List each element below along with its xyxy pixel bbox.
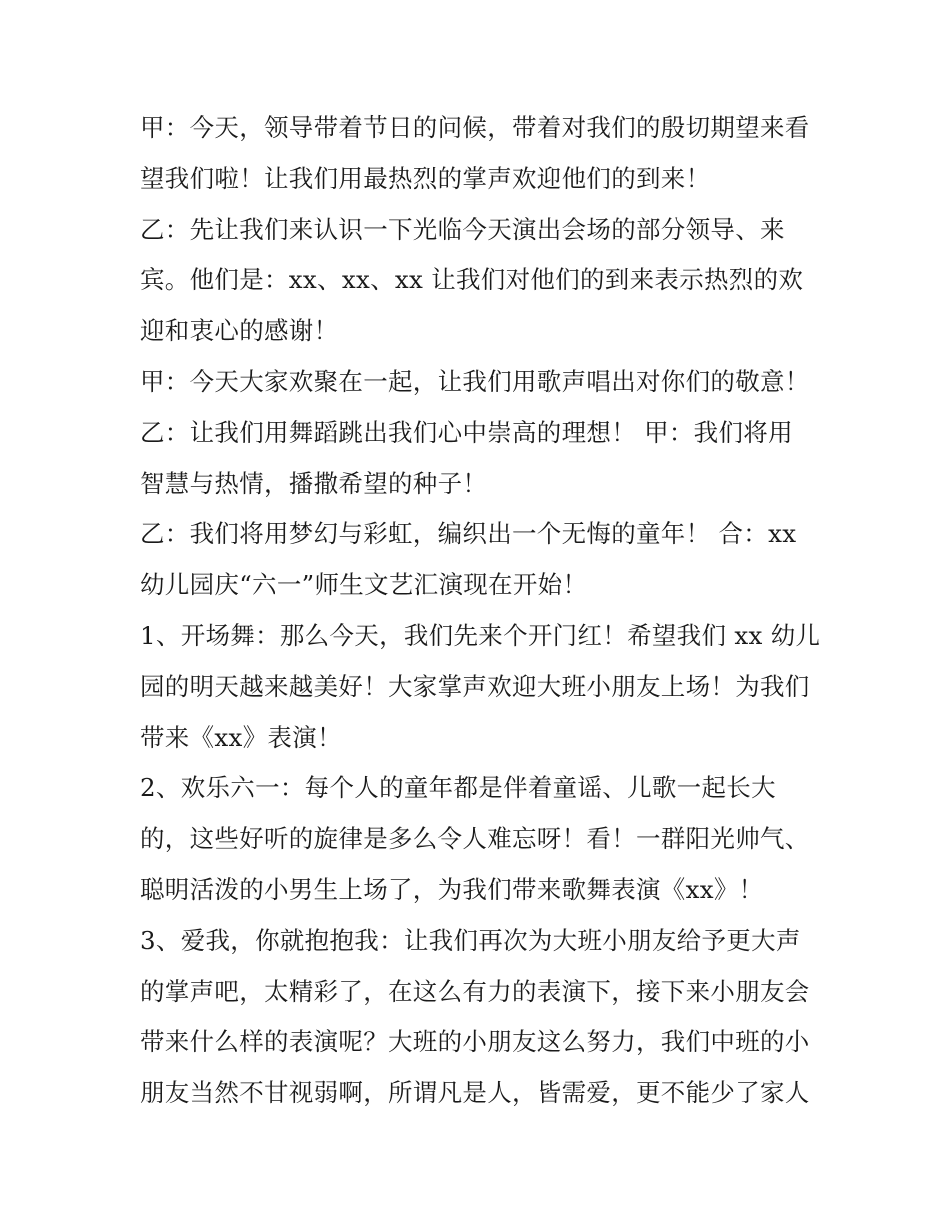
text-line: 幼儿园庆“六一”师生文艺汇演现在开始！ [140,570,588,600]
text-line: 2、欢乐六一：每个人的童年都是伴着童谣、儿歌一起长大 [140,773,776,803]
text-line: 的，这些好听的旋律是多么令人难忘呀！看！一群阳光帅气、 [140,824,810,854]
text-line: 甲：今天大家欢聚在一起，让我们用歌声唱出对你们的敬意！ [140,366,810,396]
text-line: 1、开场舞：那么今天，我们先来个开门红！希望我们 xx 幼儿 [140,620,821,650]
text-line: 朋友当然不甘视弱啊，所谓凡是人，皆需爱，更不能少了家人 [140,1078,810,1108]
text-line: 智慧与热情，播撒希望的种子！ [140,468,488,498]
text-line: 带来什么样的表演呢？大班的小朋友这么努力，我们中班的小 [140,1027,810,1057]
text-line: 甲：今天，领导带着节日的问候，带着对我们的殷切期望来看 [140,113,810,142]
text-line: 望我们啦！让我们用最热烈的掌声欢迎他们的到来！ [140,163,711,193]
text-line: 园的明天越来越美好！大家掌声欢迎大班小朋友上场！为我们 [140,671,810,701]
text-line: 乙：先让我们来认识一下光临今天演出会场的部分领导、来 [140,214,785,244]
document-body [140,103,820,1119]
text-line: 乙：让我们用舞蹈跳出我们心中崇高的理想！ 甲：我们将用 [140,417,793,447]
text-line: 迎和衷心的感谢！ [140,316,339,346]
text-line: 宾。他们是：xx、xx、xx 让我们对他们的到来表示热烈的欢 [140,265,804,295]
text-line: 的掌声吧，太精彩了，在这么有力的表演下，接下来小朋友会 [140,976,810,1006]
text-line: 乙：我们将用梦幻与彩虹，编织出一个无悔的童年！ 合：xx [140,519,797,549]
text-line: 聪明活泼的小男生上场了，为我们带来歌舞表演《xx》！ [140,874,764,904]
text-line: 带来《xx》表演！ [140,722,342,752]
text-line: 3、爱我，你就抱抱我：让我们再次为大班小朋友给予更大声 [140,925,801,955]
